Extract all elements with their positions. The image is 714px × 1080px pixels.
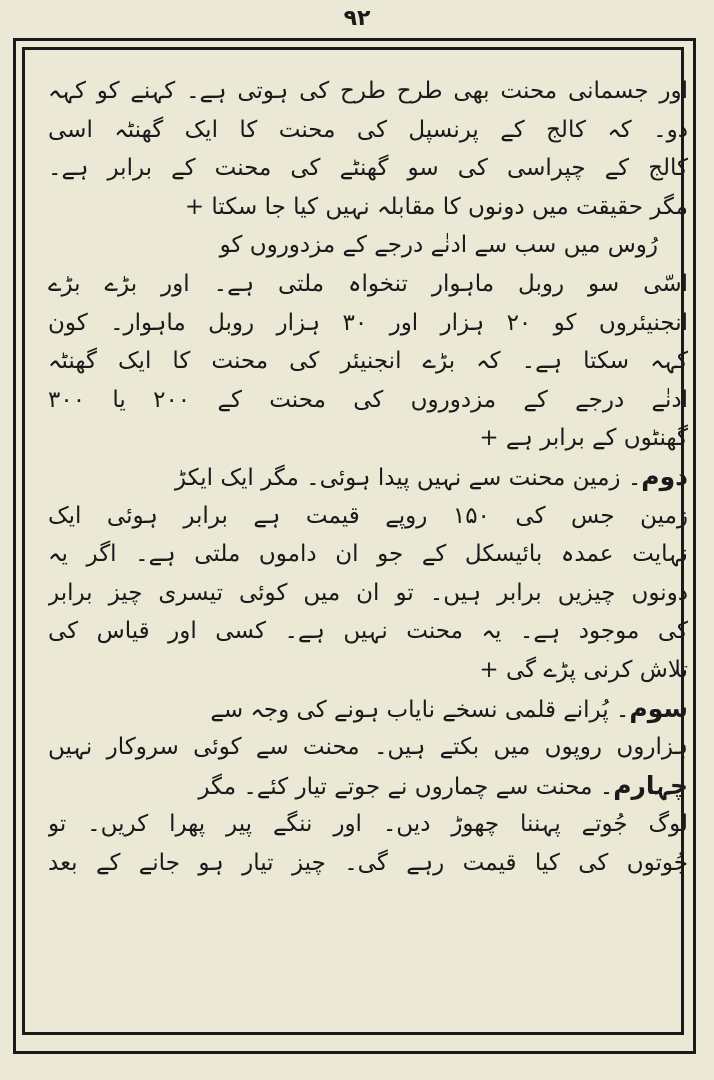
text-line: اور جسمانی محنت بھی طرح طرح کی ہوتی ہے۔ کہنے کو کہہ	[48, 78, 688, 104]
text-line: ہزاروں روپوں میں بکتے ہیں۔ محنت سے کوئی سروکار نہیں	[48, 734, 688, 761]
text-line: مگر حقیقت میں دونوں کا مقابلہ نہیں کیا جا سکتا +	[184, 193, 688, 220]
section-heading-line: دوم۔ زمین محنت سے نہیں پیدا ہوئی۔ مگر ایک ایکڑ	[174, 461, 688, 491]
section-heading-line: چہارم۔ محنت سے چماروں نے جوتے تیار کئے۔ مگر	[198, 770, 688, 800]
text-line: ادنٰے درجے کے مزدوروں کی محنت کے ۲۰۰ یا ۳۰۰	[48, 386, 688, 413]
text-line: رُوس میں سب سے ادنٰے درجے کے مزدوروں کو	[219, 232, 658, 259]
text-line: کالج کے چپراسی کی سو گھنٹے کی محنت کے برابر ہے۔	[48, 155, 688, 182]
page-number: ۹۲	[343, 6, 371, 31]
text-line: تلاش کرنی پڑے گی +	[479, 656, 688, 683]
text-line: دو۔ کہ کالج کے پرنسپل کی محنت کا ایک گھنٹہ اسی	[48, 116, 688, 143]
text-line: نہایت عمدہ بائیسکل کے جو ان داموں ملتی ہے۔ اگر یہ	[48, 541, 688, 568]
text-line: کی موجود ہے۔ یہ محنت نہیں ہے۔ کسی اور قیاس کی	[48, 618, 688, 645]
text-line: لوگ جُوتے پہننا چھوڑ دیں۔ اور ننگے پیر پھرا کریں۔ تو	[48, 811, 688, 838]
text-body	[48, 72, 688, 1022]
text-line: گھنٹوں کے برابر ہے +	[479, 425, 688, 452]
section-heading-line: سوم۔ پُرانے قلمی نسخے نایاب ہونے کی وجہ سے	[210, 693, 688, 723]
section-heading: چہارم	[613, 770, 688, 800]
text-line: انجنیئروں کو ۲۰ ہزار اور ۳۰ ہزار روبل ماہوار۔ کون	[48, 309, 688, 336]
text-line: کہہ سکتا ہے۔ کہ بڑے انجنیئر کی محنت کا ایک گھنٹہ	[48, 348, 688, 375]
text-line: دونوں چیزیں برابر ہیں۔ تو ان میں کوئی تیسری چیز برابر	[48, 579, 688, 606]
section-heading: سوم	[629, 693, 688, 723]
text-line: زمین جس کی ۱۵۰ روپے قیمت ہے برابر ہوئی ایک	[48, 502, 688, 529]
section-heading: دوم	[641, 461, 688, 491]
text-line: اسّی سو روبل ماہوار تنخواہ ملتی ہے۔ اور بڑے بڑے	[48, 270, 688, 297]
text-line: جُوتوں کی کیا قیمت رہے گی۔ چیز تیار ہو جانے کے بعد	[48, 849, 688, 876]
